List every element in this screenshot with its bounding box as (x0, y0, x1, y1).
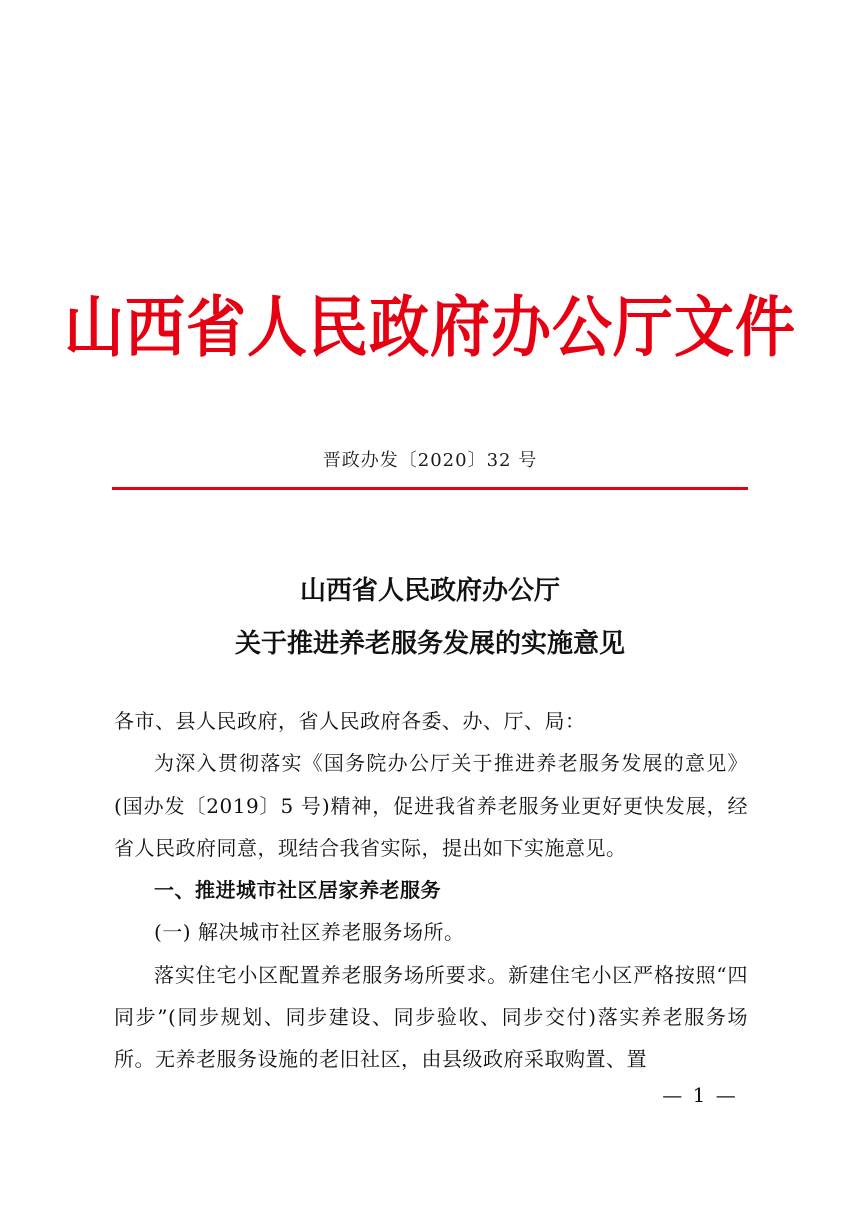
subsection-heading: (一) 解决城市社区养老服务场所。 (154, 920, 465, 945)
document-title-line2: 关于推进养老服务发展的实施意见 (234, 629, 625, 659)
document-number: 晋政办发〔2020〕32 号 (322, 450, 538, 471)
masthead-title: 山西省人民政府办公厅文件 (64, 289, 796, 367)
document-title-line1: 山西省人民政府办公厅 (299, 576, 560, 606)
salutation: 各市、县人民政府，省人民政府各委、办、厅、局： (114, 709, 586, 733)
section-heading: 一、推进城市社区居家养老服务 (154, 878, 441, 903)
body-paragraph: 落实住宅小区配置养老服务场所要求。新建住宅小区严格按照“四同步”(同步规划、同步建设、同步验收、同步交付)落实养老服务场所。无养老服务设施的老旧社区，由县级政府采取购置、置 (114, 962, 748, 1072)
page-number: — 1 — (662, 1083, 738, 1107)
document-body (114, 700, 748, 1081)
red-divider-line (112, 487, 748, 490)
intro-paragraph: 为深入贯彻落实《国务院办公厅关于推进养老服务发展的意见》(国办发〔2019〕5 号)精神，促进我省养老服务业更好更快发展，经省人民政府同意，现结合我省实际，提出如下实施意见。 (114, 751, 748, 860)
